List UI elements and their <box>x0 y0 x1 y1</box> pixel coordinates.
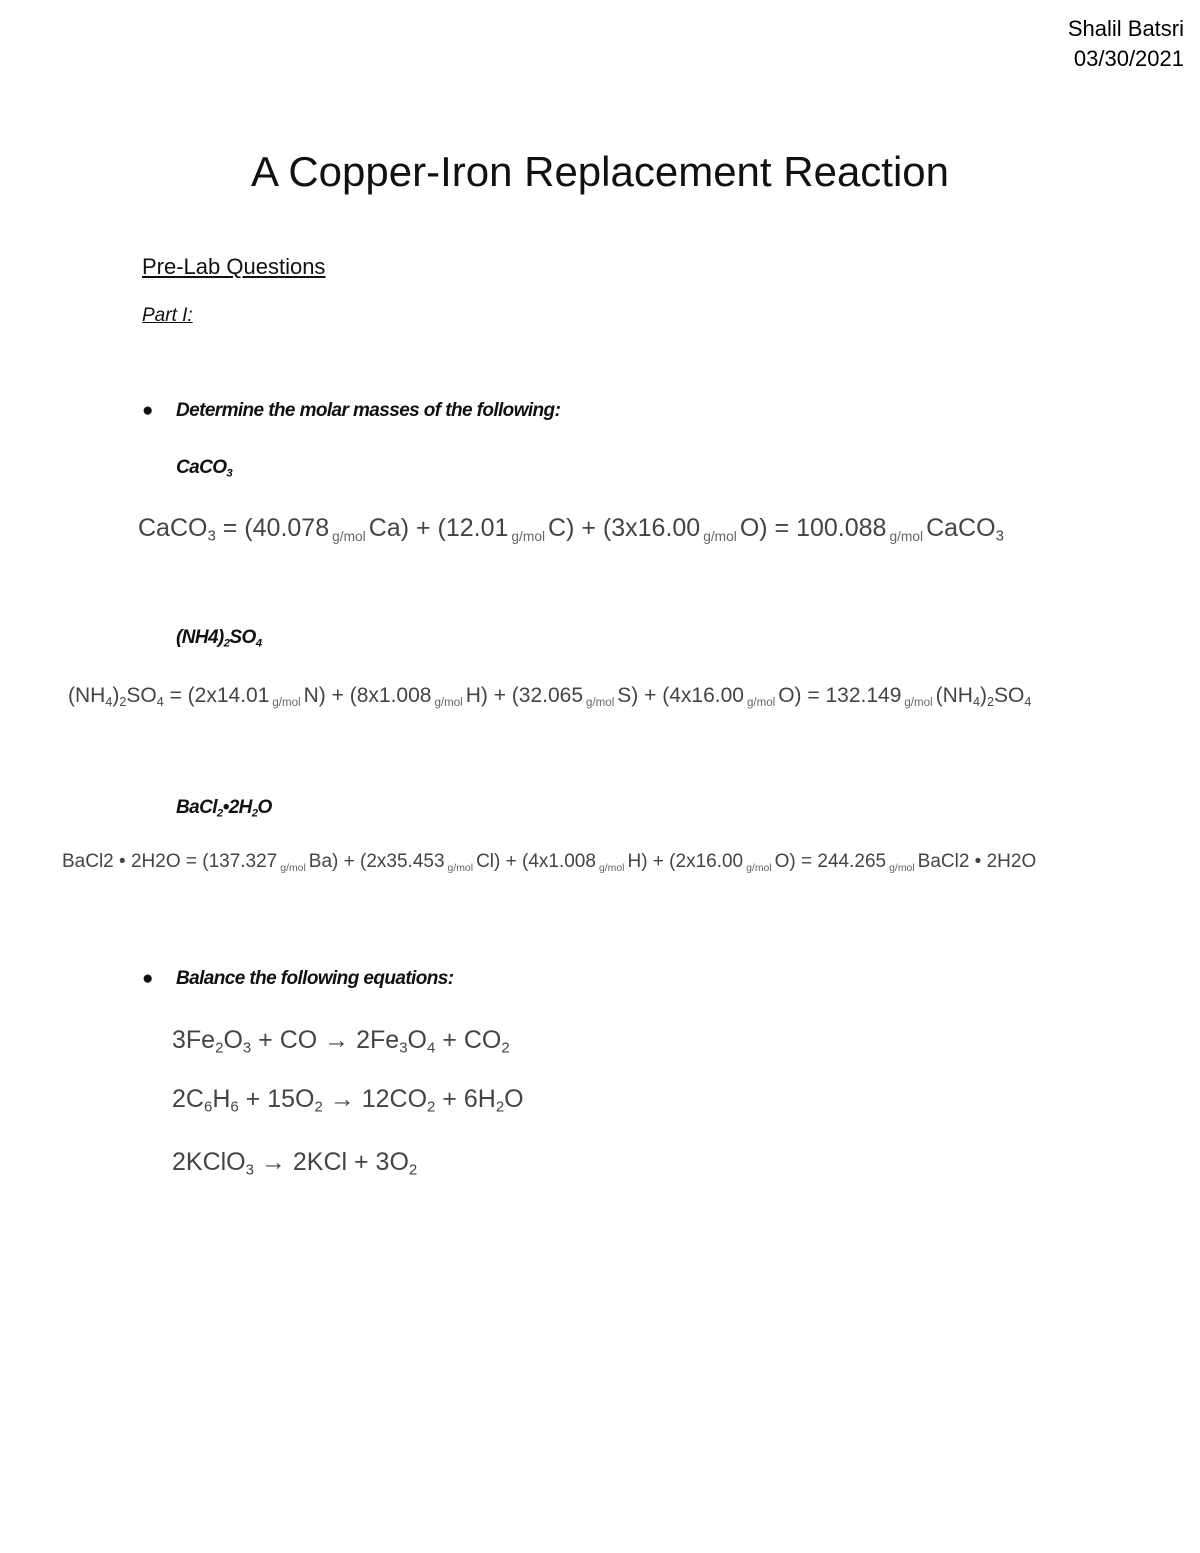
equation-bacl2-2h2o: BaCl2 • 2H2O = (137.327 g/mol Ba) + (2x35.453 g/mol Cl) + (4x1.008 g/mol H) + (2x16.00 g/mol O) = 244.265 g/mol BaCl2 • 2H2O <box>62 851 1037 874</box>
balanced-equation-1: $3Fe_2O_3$ + CO → $2Fe_3O_4 + CO_2$ <box>172 1026 510 1057</box>
bullet-icon: ● <box>142 400 153 421</box>
compound-label-caco3: CaCO$_3$ <box>176 457 233 480</box>
bullet-balance-equations <box>142 968 453 990</box>
bullet-text: Balance the following equations: <box>176 968 454 989</box>
bullet-molar-masses <box>142 400 560 422</box>
author-date-block <box>1068 14 1184 74</box>
compound-label-bacl2-2h2o: $BaCl_2•2H_2O$ <box>176 797 272 820</box>
bullet-icon: ● <box>142 968 153 989</box>
page-title: A Copper-Iron Replacement Reaction <box>250 148 950 195</box>
part-label: Part I: <box>142 305 193 326</box>
equation-nh4-2so4: $(NH_4)_2SO_4 = (2x14.01$ g/mol N) + (8x1.008 g/mol H) + (32.065 g/mol S) + (4x16.00 g/mol O) = 132.149 g/mol $(NH_4)_2SO_4$ <box>68 684 1032 710</box>
document-date: 03/30/2021 <box>1073 46 1184 71</box>
equation-caco3: CaCO$_3$ = (40.078 g/mol Ca) + (12.01 g/mol C) + (3x16.00 g/mol O) = 100.088 g/mol CaCO$_3$ <box>138 514 1004 545</box>
bullet-text: Determine the molar masses of the following: <box>176 400 561 421</box>
balanced-equation-3: 2KClO$_3$ → $2KCl + 3O_2$ <box>172 1148 418 1179</box>
author-name: Shalil Batsri <box>1067 16 1184 41</box>
balanced-equation-2: $2C_6H_6 + 15O_2 \to 12CO_2 + 6H_2O$ <box>172 1085 524 1116</box>
section-title: Pre-Lab Questions <box>142 254 326 279</box>
compound-label-nh4-2so4: $(NH4)_2SO_4$ <box>176 627 262 650</box>
